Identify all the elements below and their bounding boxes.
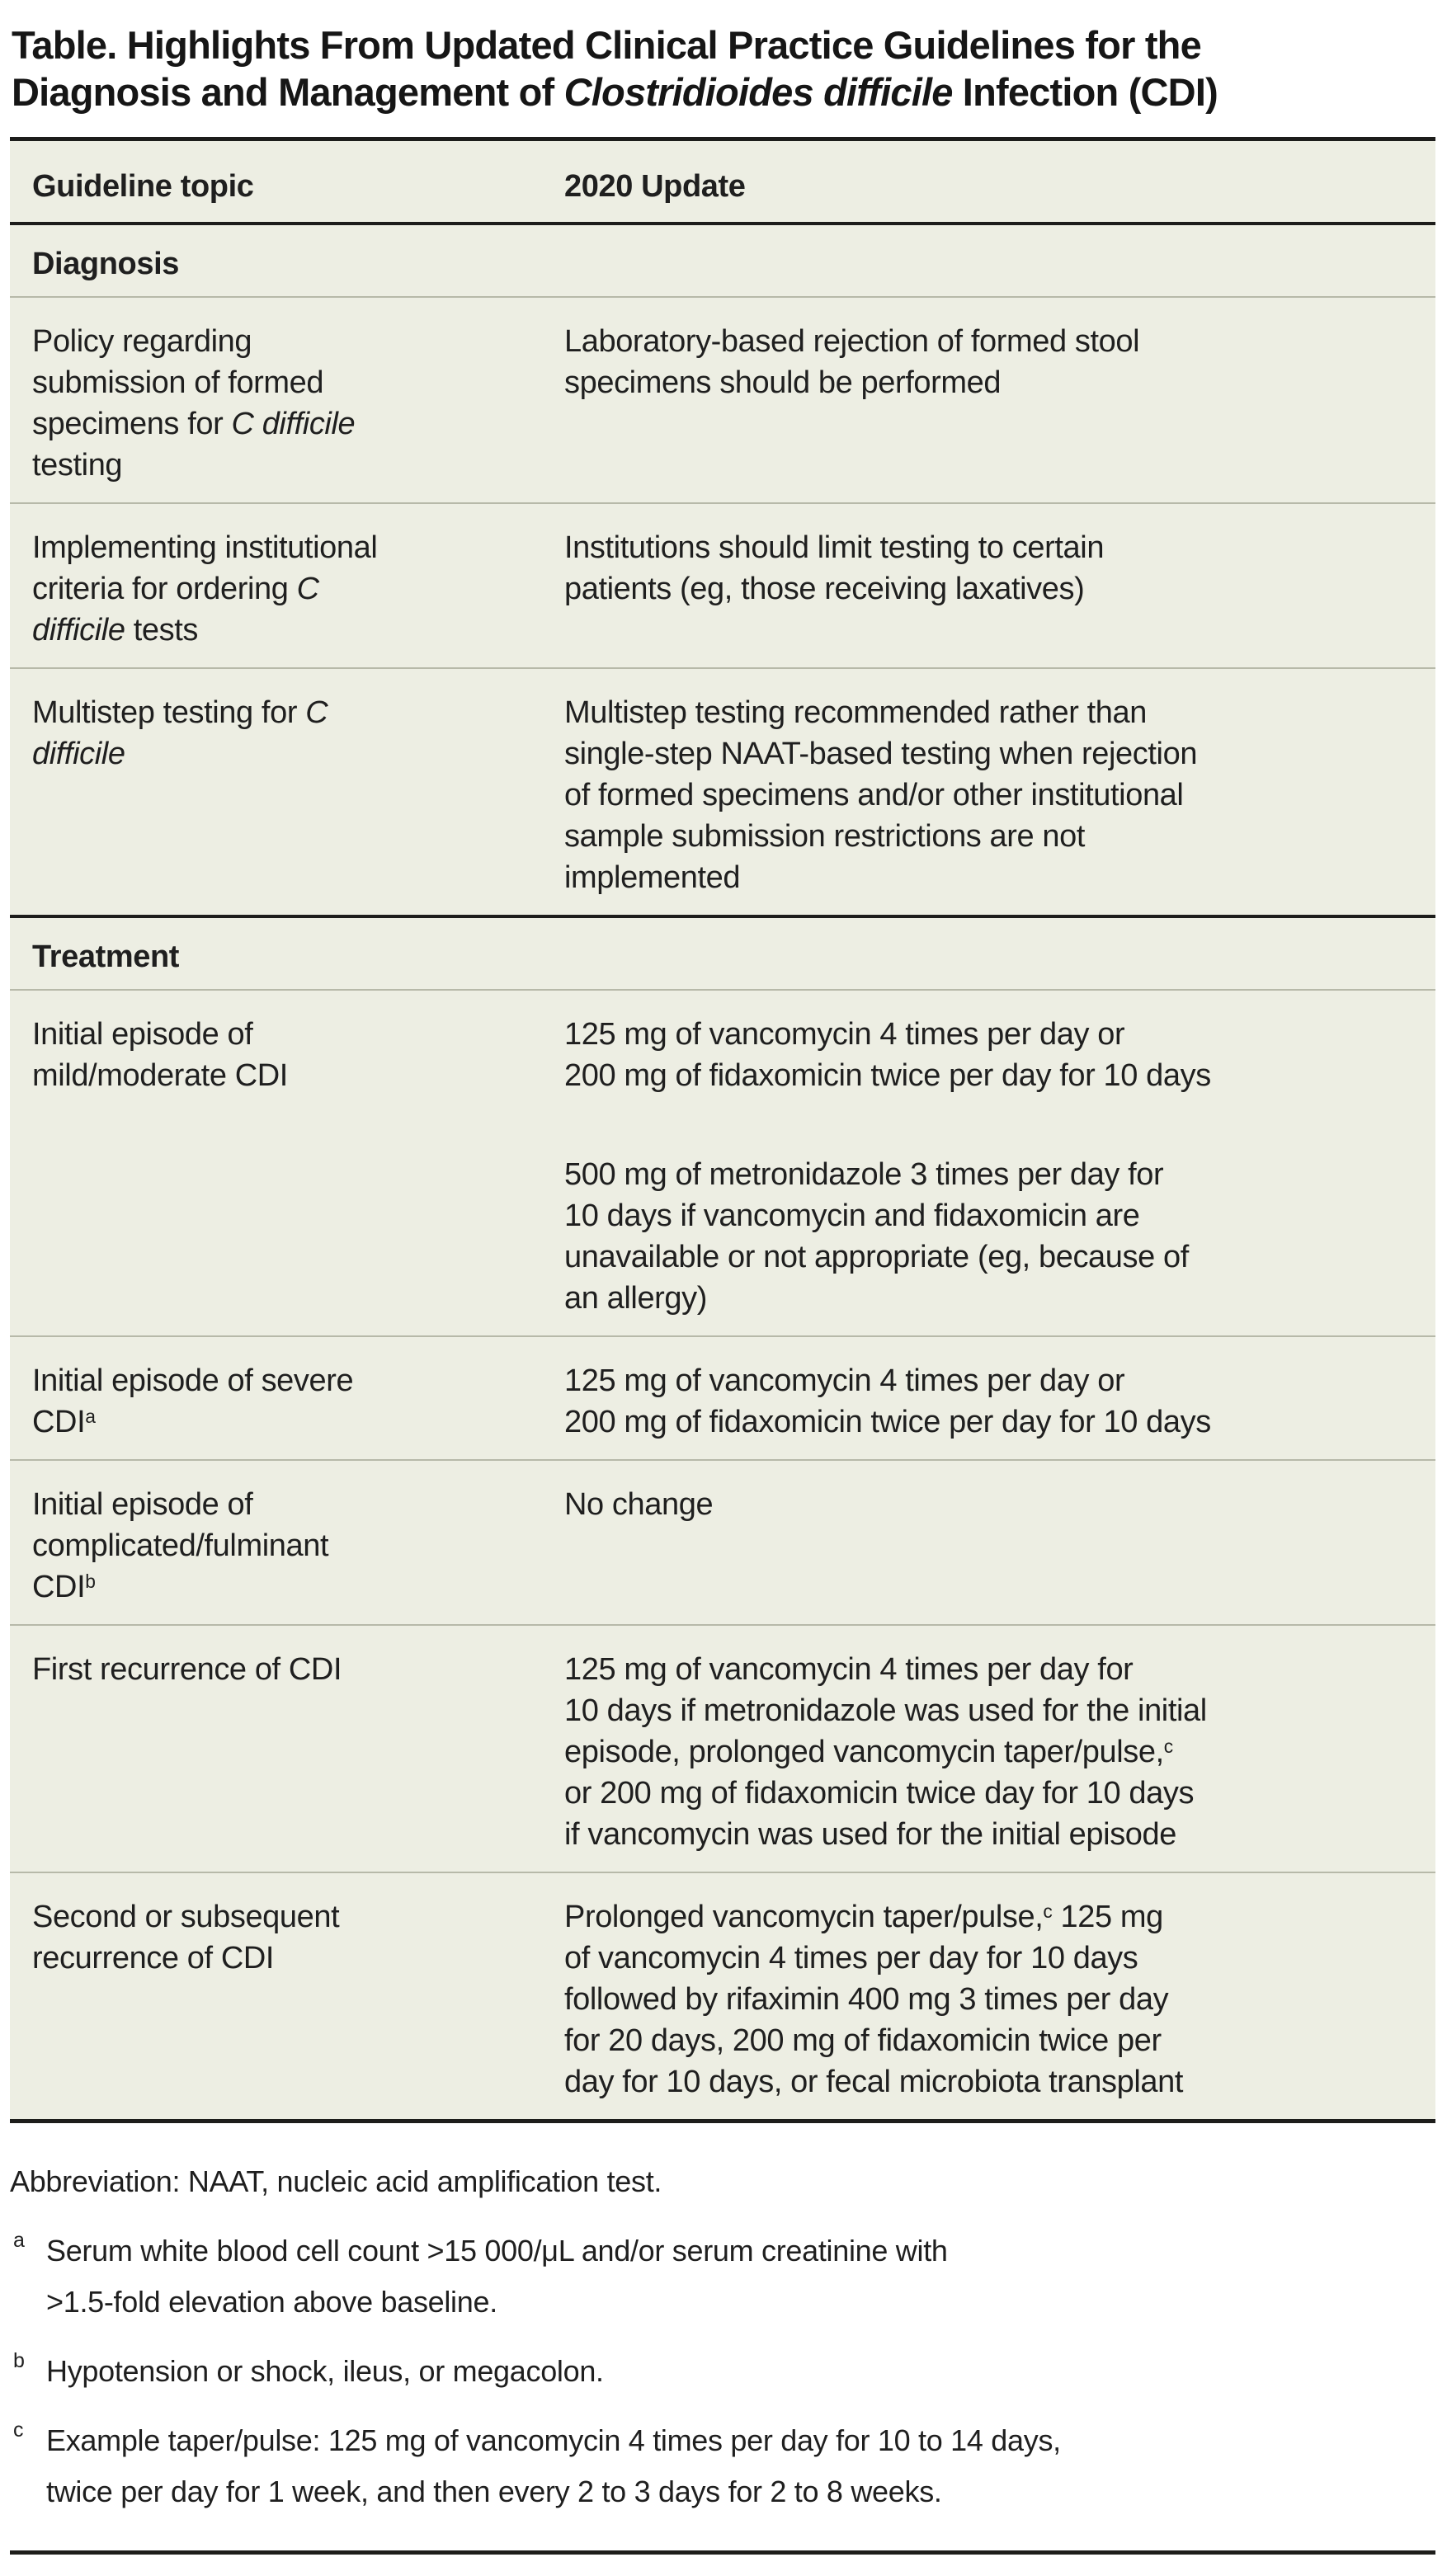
guideline-topic-cell: [10, 297, 542, 503]
text-segment: 200 mg of fidaxomicin twice per day for 10 days: [564, 1405, 1211, 1439]
text-segment: implemented: [564, 860, 741, 895]
update-paragraph: [564, 1154, 1419, 1319]
text-segment: recurrence of CDI: [32, 1941, 275, 1976]
text-segment: specimens should be performed: [564, 365, 1002, 400]
table-title: [12, 21, 1437, 115]
footnote-b: [10, 2346, 1437, 2397]
text-segment: patients (eg, those receiving laxatives): [564, 572, 1085, 606]
footnote-marker: a: [13, 2229, 25, 2252]
table-header-row: [10, 139, 1435, 224]
topic-text: [32, 1014, 526, 1096]
update-cell: [542, 1336, 1435, 1460]
text-segment: C: [296, 572, 319, 606]
text-segment: >1.5-fold elevation above baseline.: [46, 2285, 497, 2319]
table-title-line: [12, 68, 1437, 115]
text-segment: Infection (CDI): [952, 70, 1218, 114]
text-segment: 10 days if vancomycin and fidaxomicin are: [564, 1199, 1140, 1233]
topic-text: [32, 1484, 526, 1608]
update-paragraph: [564, 1014, 1419, 1096]
text-segment: Second or subsequent: [32, 1900, 340, 1934]
text-segment: episode, prolonged vancomycin taper/pulse,: [564, 1735, 1164, 1769]
text-segment: followed by rifaximin 400 mg 3 times per day: [564, 1982, 1169, 2017]
section-header-row: [10, 224, 1435, 297]
text-segment: First recurrence of CDI: [32, 1652, 342, 1687]
footnote-reference: c: [1163, 1735, 1173, 1757]
update-cell: [542, 1872, 1435, 2122]
guidelines-table: [10, 137, 1435, 2123]
text-segment: difficile: [32, 613, 125, 648]
update-cell: [542, 990, 1435, 1336]
text-segment: Implementing institutional: [32, 530, 378, 565]
text-segment: Initial episode of: [32, 1487, 253, 1522]
table-row: [10, 503, 1435, 668]
footnote-line: [46, 2225, 1437, 2277]
text-segment: of vancomycin 4 times per day for 10 days: [564, 1941, 1138, 1976]
text-segment: criteria for ordering: [32, 572, 297, 606]
update-paragraph: [564, 1484, 1419, 1525]
text-segment: testing: [32, 448, 123, 483]
text-segment: Abbreviation: NAAT, nucleic acid amplification test.: [10, 2164, 662, 2198]
text-segment: submission of formed: [32, 365, 324, 400]
text-segment: C: [305, 695, 328, 730]
text-segment: Clostridioides difficile: [563, 70, 953, 114]
text-segment: Multistep testing recommended rather than: [564, 695, 1147, 730]
text-segment: specimens for: [32, 407, 232, 441]
footnote-c: [10, 2415, 1437, 2517]
topic-text: [32, 692, 526, 775]
text-segment: C difficile: [231, 407, 356, 441]
table-row: [10, 297, 1435, 503]
footnotes: [10, 2156, 1437, 2517]
text-segment: for 20 days, 200 mg of fidaxomicin twice per: [564, 2023, 1162, 2058]
text-segment: complicated/fulminant: [32, 1528, 329, 1563]
bottom-rule: [10, 2550, 1435, 2555]
text-segment: twice per day for 1 week, and then every 2 to 3 days for 2 to 8 weeks.: [46, 2475, 942, 2508]
table-row: [10, 1625, 1435, 1872]
column-header-2020-update: 2020 Update: [542, 139, 1435, 224]
topic-text: [32, 1896, 526, 1979]
text-segment: unavailable or not appropriate (eg, because of: [564, 1240, 1189, 1274]
abbreviation-note: [10, 2156, 1437, 2207]
footnote-line: [46, 2346, 1437, 2397]
text-segment: 10 days if metronidazole was used for the initial: [564, 1693, 1207, 1728]
section-label: Diagnosis: [32, 247, 179, 281]
text-segment: 125 mg of vancomycin 4 times per day or: [564, 1017, 1125, 1052]
table-row: [10, 1336, 1435, 1460]
update-paragraph: [564, 1896, 1419, 2103]
text-segment: Hypotension or shock, ileus, or megacolon.: [46, 2354, 604, 2388]
guideline-topic-cell: [10, 668, 542, 916]
topic-text: [32, 1360, 526, 1443]
text-segment: sample submission restrictions are not: [564, 819, 1086, 854]
update-paragraph: [564, 1360, 1419, 1443]
text-segment: single-step NAAT-based testing when rejection: [564, 737, 1198, 771]
guideline-topic-cell: [10, 1460, 542, 1625]
table-row: [10, 1460, 1435, 1625]
table-title-line: [12, 21, 1437, 68]
text-segment: if vancomycin was used for the initial episode: [564, 1817, 1176, 1852]
text-segment: Laboratory-based rejection of formed stool: [564, 324, 1140, 359]
table-body: [10, 224, 1435, 2122]
text-segment: difficile: [32, 737, 125, 771]
topic-text: [32, 321, 526, 486]
section-header-row: [10, 916, 1435, 990]
text-segment: CDI: [32, 1405, 86, 1439]
text-segment: of formed specimens and/or other institutional: [564, 778, 1184, 812]
update-cell: [542, 1625, 1435, 1872]
text-segment: Table. Highlights From Updated Clinical Practice Guidelines for the: [12, 23, 1201, 67]
guideline-topic-cell: [10, 503, 542, 668]
footnote-marker: b: [13, 2349, 25, 2372]
text-segment: 125 mg: [1052, 1900, 1163, 1934]
text-segment: Policy regarding: [32, 324, 252, 359]
text-segment: Example taper/pulse: 125 mg of vancomycin 4 times per day for 10 to 14 days,: [46, 2423, 1061, 2457]
footnote-marker: c: [13, 2418, 24, 2442]
footnote-line: [46, 2466, 1437, 2517]
column-header-guideline-topic: Guideline topic: [10, 139, 542, 224]
update-paragraph: [564, 321, 1419, 403]
table-row: [10, 990, 1435, 1336]
update-paragraph: [564, 692, 1419, 898]
guideline-topic-cell: [10, 990, 542, 1336]
update-cell: [542, 668, 1435, 916]
footnote-reference: b: [85, 1570, 96, 1592]
text-segment: an allergy): [564, 1281, 708, 1316]
footnote-line: [10, 2156, 1437, 2207]
text-segment: day for 10 days, or fecal microbiota transplant: [564, 2065, 1184, 2099]
text-segment: 500 mg of metronidazole 3 times per day for: [564, 1157, 1164, 1192]
footnote-a: [10, 2225, 1437, 2328]
text-segment: mild/moderate CDI: [32, 1058, 288, 1093]
footnote-line: [46, 2415, 1437, 2466]
topic-text: [32, 527, 526, 651]
footnote-reference: c: [1043, 1900, 1053, 1922]
text-segment: No change: [564, 1487, 714, 1522]
text-segment: 125 mg of vancomycin 4 times per day for: [564, 1652, 1134, 1687]
text-segment: 125 mg of vancomycin 4 times per day or: [564, 1363, 1125, 1398]
guideline-topic-cell: [10, 1872, 542, 2122]
text-segment: tests: [125, 613, 198, 648]
text-segment: CDI: [32, 1570, 86, 1604]
update-cell: [542, 1460, 1435, 1625]
footnote-line: [46, 2277, 1437, 2328]
text-segment: Institutions should limit testing to certain: [564, 530, 1105, 565]
text-segment: Serum white blood cell count >15 000/μL and/or serum creatinine with: [46, 2234, 948, 2268]
update-paragraph: [564, 1649, 1419, 1855]
footnote-reference: a: [85, 1405, 96, 1427]
text-segment: or 200 mg of fidaxomicin twice day for 10 days: [564, 1776, 1195, 1811]
guideline-topic-cell: [10, 1336, 542, 1460]
table-row: [10, 1872, 1435, 2122]
update-cell: [542, 297, 1435, 503]
text-segment: Diagnosis and Management of: [12, 70, 564, 114]
topic-text: [32, 1649, 526, 1690]
text-segment: Initial episode of: [32, 1017, 253, 1052]
guideline-topic-cell: [10, 1625, 542, 1872]
text-segment: 200 mg of fidaxomicin twice per day for 10 days: [564, 1058, 1211, 1093]
text-segment: Multistep testing for: [32, 695, 306, 730]
section-label: Treatment: [32, 940, 180, 974]
update-paragraph: [564, 527, 1419, 610]
text-segment: Initial episode of severe: [32, 1363, 354, 1398]
update-cell: [542, 503, 1435, 668]
table-row: [10, 668, 1435, 916]
text-segment: Prolonged vancomycin taper/pulse,: [564, 1900, 1044, 1934]
